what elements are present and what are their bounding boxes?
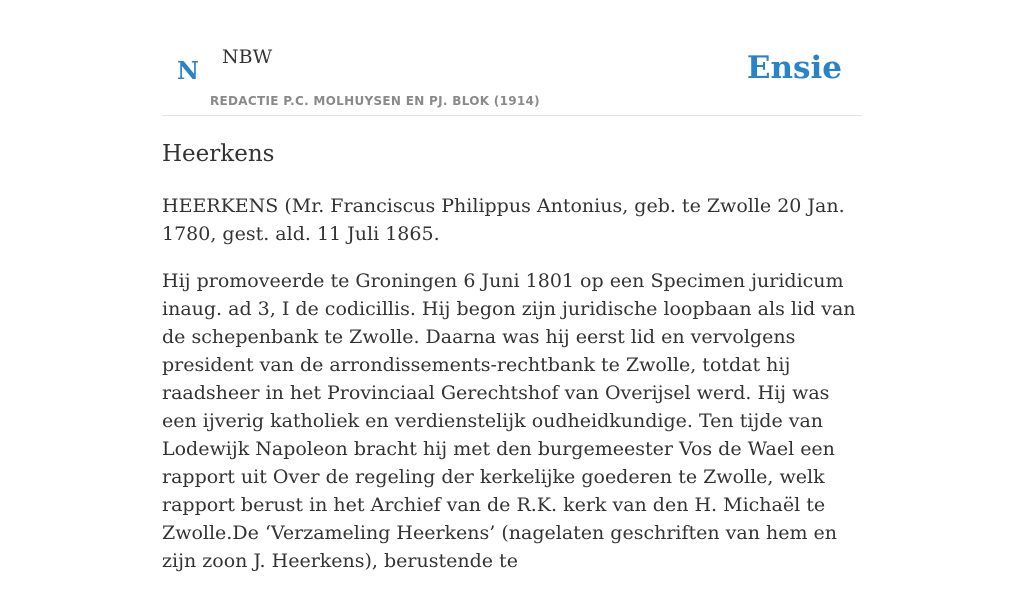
- brand-logo[interactable]: Ensie: [746, 50, 842, 86]
- article-paragraph: Hij promoveerde te Groningen 6 Juni 1801 op een Specimen juridicum inaug. ad 3, I de codicillis. Hij begon zijn juridische loopbaan als lid van de schepenbank te Zwolle. Daarna was hij eerst lid en vervolgens president van de arrondissements-rechtbank te Zwolle, totdat hij raadsheer in het Provinciaal Gerechtshof van Overijsel werd. Hij was een ijverig katholiek en verdienstelijk oudheidkundige. Ten tijde van Lodewijk Napoleon bracht hij met den burgemeester Vos de Wael een rapport uit Over de regeling der kerkelijke goederen te Zwolle, welk rapport berust in het Archief van de R.K. kerk van den H. Michaël te Zwolle.De ‘Verzameling Heerkens’ (nagelaten geschriften van hem en zijn zoon J. Heerkens), berustende te: [162, 270, 856, 572]
- source-title[interactable]: NBW: [222, 46, 273, 68]
- source-subtitle: REDACTIE P.C. MOLHUYSEN EN PJ. BLOK (1914): [210, 94, 540, 108]
- article: [162, 138, 862, 594]
- entry-title: Heerkens: [162, 141, 275, 167]
- source-header: [162, 38, 862, 116]
- article-paragraph: HEERKENS (Mr. Franciscus Philippus Antonius, geb. te Zwolle 20 Jan. 1780, gest. ald. 11 Juli 1865.: [162, 195, 845, 245]
- source-logo[interactable]: N: [177, 56, 199, 85]
